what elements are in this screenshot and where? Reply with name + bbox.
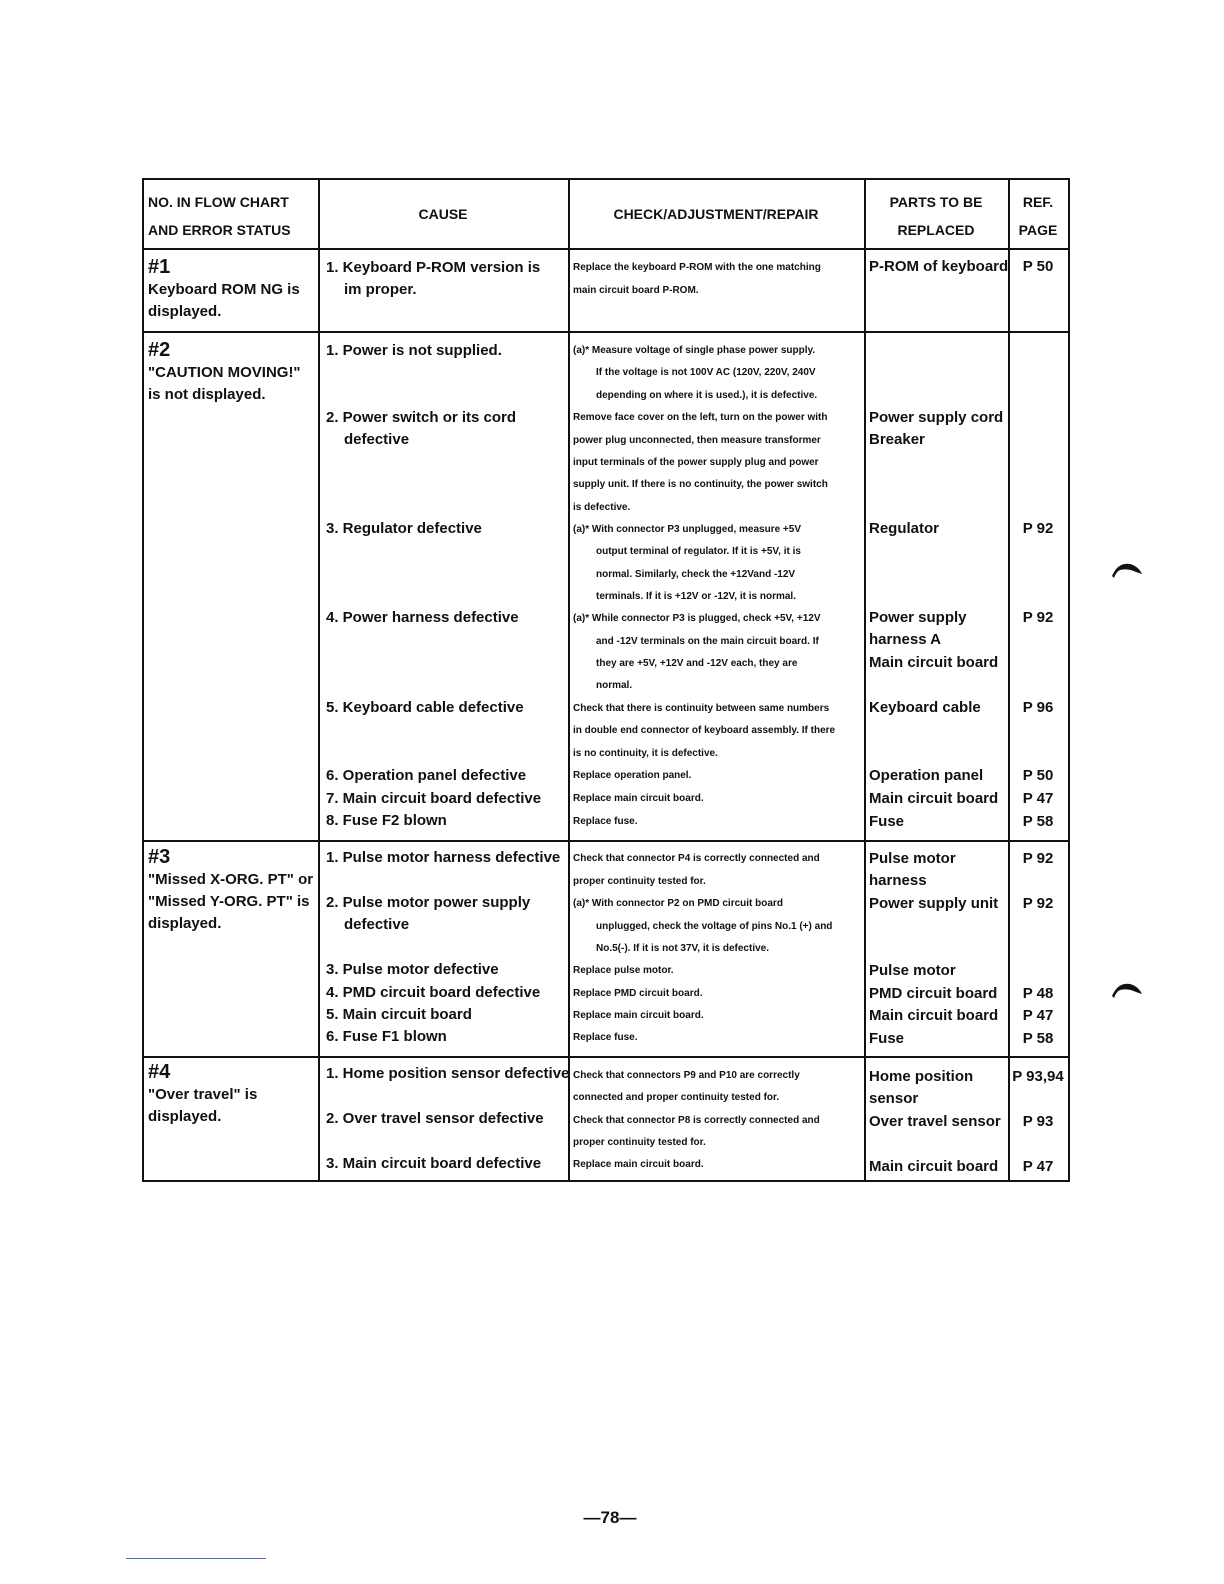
cause-item: 5. Keyboard cable defective: [326, 699, 524, 716]
flowchart-number: #2: [148, 339, 171, 361]
replacement-part: Operation panel: [869, 767, 984, 784]
reference-page: P 92: [1022, 850, 1054, 867]
replacement-part: Pulse motor: [869, 850, 956, 867]
check-text: is defective.: [573, 502, 631, 513]
check-text: proper continuity tested for.: [573, 1137, 706, 1148]
check-text: No.5(-). If it is not 37V, it is defective.: [596, 943, 770, 954]
column-divider: [864, 180, 866, 1180]
binder-mark-icon: [1110, 980, 1144, 1000]
check-text: main circuit board P-ROM.: [573, 285, 699, 296]
cause-item: 1. Pulse motor harness defective: [326, 849, 561, 866]
reference-page: P 92: [1022, 895, 1054, 912]
flowchart-number: #3: [148, 846, 171, 868]
header-cause: CAUSE: [418, 206, 468, 222]
check-text: proper continuity tested for.: [573, 876, 706, 887]
replacement-part: Power supply unit: [869, 895, 999, 912]
header-ref-line2: PAGE: [1018, 222, 1058, 238]
reference-page: P 58: [1022, 1030, 1054, 1047]
check-text: normal.: [596, 680, 633, 691]
replacement-part: sensor: [869, 1090, 919, 1107]
check-text: Check that there is continuity between same numbers: [573, 703, 830, 714]
error-status: "CAUTION MOVING!": [148, 364, 301, 381]
replacement-part: Main circuit board: [869, 1007, 999, 1024]
cause-item: 4. PMD circuit board defective: [326, 984, 541, 1001]
check-text: normal. Similarly, check the +12Vand -12V: [596, 569, 796, 580]
check-text: Replace pulse motor.: [573, 965, 674, 976]
reference-page: P 93: [1022, 1113, 1054, 1130]
check-text: (a)* With connector P2 on PMD circuit board: [573, 898, 783, 909]
reference-page: P 96: [1022, 699, 1054, 716]
cause-item: 3. Pulse motor defective: [326, 961, 499, 978]
check-text: depending on where it is used.), it is defective.: [596, 390, 818, 401]
error-status: displayed.: [148, 915, 222, 932]
header-parts-line1: PARTS TO BE: [889, 194, 983, 210]
check-text: input terminals of the power supply plug and power: [573, 457, 819, 468]
check-text: Replace operation panel.: [573, 770, 692, 781]
check-text: and -12V terminals on the main circuit board. If: [596, 636, 819, 647]
replacement-part: Main circuit board: [869, 654, 999, 671]
check-text: Replace main circuit board.: [573, 1010, 704, 1021]
replacement-part: Breaker: [869, 431, 925, 448]
check-text: Replace PMD circuit board.: [573, 988, 703, 999]
cause-item: 8. Fuse F2 blown: [326, 812, 447, 829]
reference-page: P 50: [1022, 258, 1054, 275]
replacement-part: Keyboard cable: [869, 699, 981, 716]
page-number: —78—: [583, 1508, 637, 1527]
check-text: (a)* Measure voltage of single phase power supply.: [573, 345, 816, 356]
replacement-part: Home position: [869, 1068, 974, 1085]
row-divider: [144, 1056, 1068, 1058]
replacement-part: Power supply: [869, 609, 967, 626]
cause-item: 2. Power switch or its cord: [326, 409, 517, 426]
replacement-part: Power supply cord: [869, 409, 1004, 426]
reference-page: P 58: [1022, 813, 1054, 830]
reference-page: P 47: [1022, 1158, 1054, 1175]
error-status: is not displayed.: [148, 386, 266, 403]
replacement-part: harness: [869, 872, 927, 889]
column-divider: [318, 180, 320, 1180]
check-text: If the voltage is not 100V AC (120V, 220V, 240V: [596, 367, 816, 378]
cause-item: 1. Power is not supplied.: [326, 342, 502, 359]
cause-item: 6. Fuse F1 blown: [326, 1028, 447, 1045]
check-text: Check that connector P4 is correctly connected and: [573, 853, 820, 864]
check-text: Replace fuse.: [573, 816, 638, 827]
check-text: terminals. If it is +12V or -12V, it is normal.: [596, 591, 796, 602]
error-status: displayed.: [148, 1108, 222, 1125]
reference-page: P 47: [1022, 1007, 1054, 1024]
check-text: Replace main circuit board.: [573, 1159, 704, 1170]
cause-item: defective: [344, 916, 410, 933]
check-text: Check that connector P8 is correctly connected and: [573, 1115, 820, 1126]
reference-page: P 92: [1022, 520, 1054, 537]
reference-page: P 92: [1022, 609, 1054, 626]
footer-rule: [126, 1558, 266, 1559]
row-divider: [144, 331, 1068, 333]
cause-item: 6. Operation panel defective: [326, 767, 527, 784]
error-status: displayed.: [148, 303, 222, 320]
cause-item: 2. Over travel sensor defective: [326, 1110, 544, 1127]
row-divider: [144, 840, 1068, 842]
cause-item: 1. Keyboard P-ROM version is: [326, 259, 541, 276]
flowchart-number: #1: [148, 256, 171, 278]
check-text: (a)* With connector P3 unplugged, measure +5V: [573, 524, 802, 535]
check-text: Replace fuse.: [573, 1032, 638, 1043]
row-divider: [144, 248, 1068, 250]
cause-item: im proper.: [344, 281, 417, 298]
check-text: Remove face cover on the left, turn on the power with: [573, 412, 828, 423]
check-text: Replace main circuit board.: [573, 793, 704, 804]
replacement-part: Main circuit board: [869, 790, 999, 807]
reference-page: P 47: [1022, 790, 1054, 807]
check-text: in double end connector of keyboard assembly. If there: [573, 725, 836, 736]
header-no-line2: AND ERROR STATUS: [148, 222, 291, 238]
check-text: supply unit. If there is no continuity, the power switch: [573, 479, 828, 490]
column-divider: [568, 180, 570, 1180]
replacement-part: Fuse: [869, 1030, 905, 1047]
replacement-part: Pulse motor: [869, 962, 956, 979]
cause-item: defective: [344, 431, 410, 448]
flowchart-number: #4: [148, 1061, 171, 1083]
header-check: CHECK/ADJUSTMENT/REPAIR: [613, 206, 819, 222]
header-ref-line1: REF.: [1022, 194, 1054, 210]
error-status: "Missed Y-ORG. PT" is: [148, 893, 310, 910]
replacement-part: P-ROM of keyboard: [869, 258, 1009, 275]
replacement-part: Over travel sensor: [869, 1113, 1001, 1130]
error-status: Keyboard ROM NG is: [148, 281, 300, 298]
cause-item: 7. Main circuit board defective: [326, 790, 542, 807]
replacement-part: Fuse: [869, 813, 905, 830]
reference-page: P 48: [1022, 985, 1054, 1002]
check-text: Replace the keyboard P-ROM with the one matching: [573, 262, 821, 273]
replacement-part: PMD circuit board: [869, 985, 998, 1002]
cause-item: 5. Main circuit board: [326, 1006, 472, 1023]
replacement-part: harness A: [869, 631, 941, 648]
check-text: unplugged, check the voltage of pins No.1 (+) and: [596, 921, 833, 932]
check-text: is no continuity, it is defective.: [573, 748, 718, 759]
reference-page: P 50: [1022, 767, 1054, 784]
header-no-line1: NO. IN FLOW CHART: [148, 194, 289, 210]
cause-item: 1. Home position sensor defective: [326, 1065, 570, 1082]
binder-mark-icon: [1110, 560, 1144, 580]
replacement-part: Regulator: [869, 520, 940, 537]
reference-page: P 93,94: [1012, 1068, 1064, 1085]
header-parts-line2: REPLACED: [897, 222, 975, 238]
cause-item: 4. Power harness defective: [326, 609, 519, 626]
check-text: Check that connectors P9 and P10 are correctly: [573, 1070, 800, 1081]
error-status: "Missed X-ORG. PT" or: [148, 871, 314, 888]
check-text: power plug unconnected, then measure transformer: [573, 435, 821, 446]
check-text: they are +5V, +12V and -12V each, they are: [596, 658, 798, 669]
cause-item: 3. Regulator defective: [326, 520, 482, 537]
replacement-part: Main circuit board: [869, 1158, 999, 1175]
cause-item: 2. Pulse motor power supply: [326, 894, 531, 911]
check-text: output terminal of regulator. If it is +5V, it is: [596, 546, 801, 557]
check-text: (a)* While connector P3 is plugged, check +5V, +12V: [573, 613, 821, 624]
cause-item: 3. Main circuit board defective: [326, 1155, 542, 1172]
error-status: "Over travel" is: [148, 1086, 258, 1103]
check-text: connected and proper continuity tested for.: [573, 1092, 780, 1103]
